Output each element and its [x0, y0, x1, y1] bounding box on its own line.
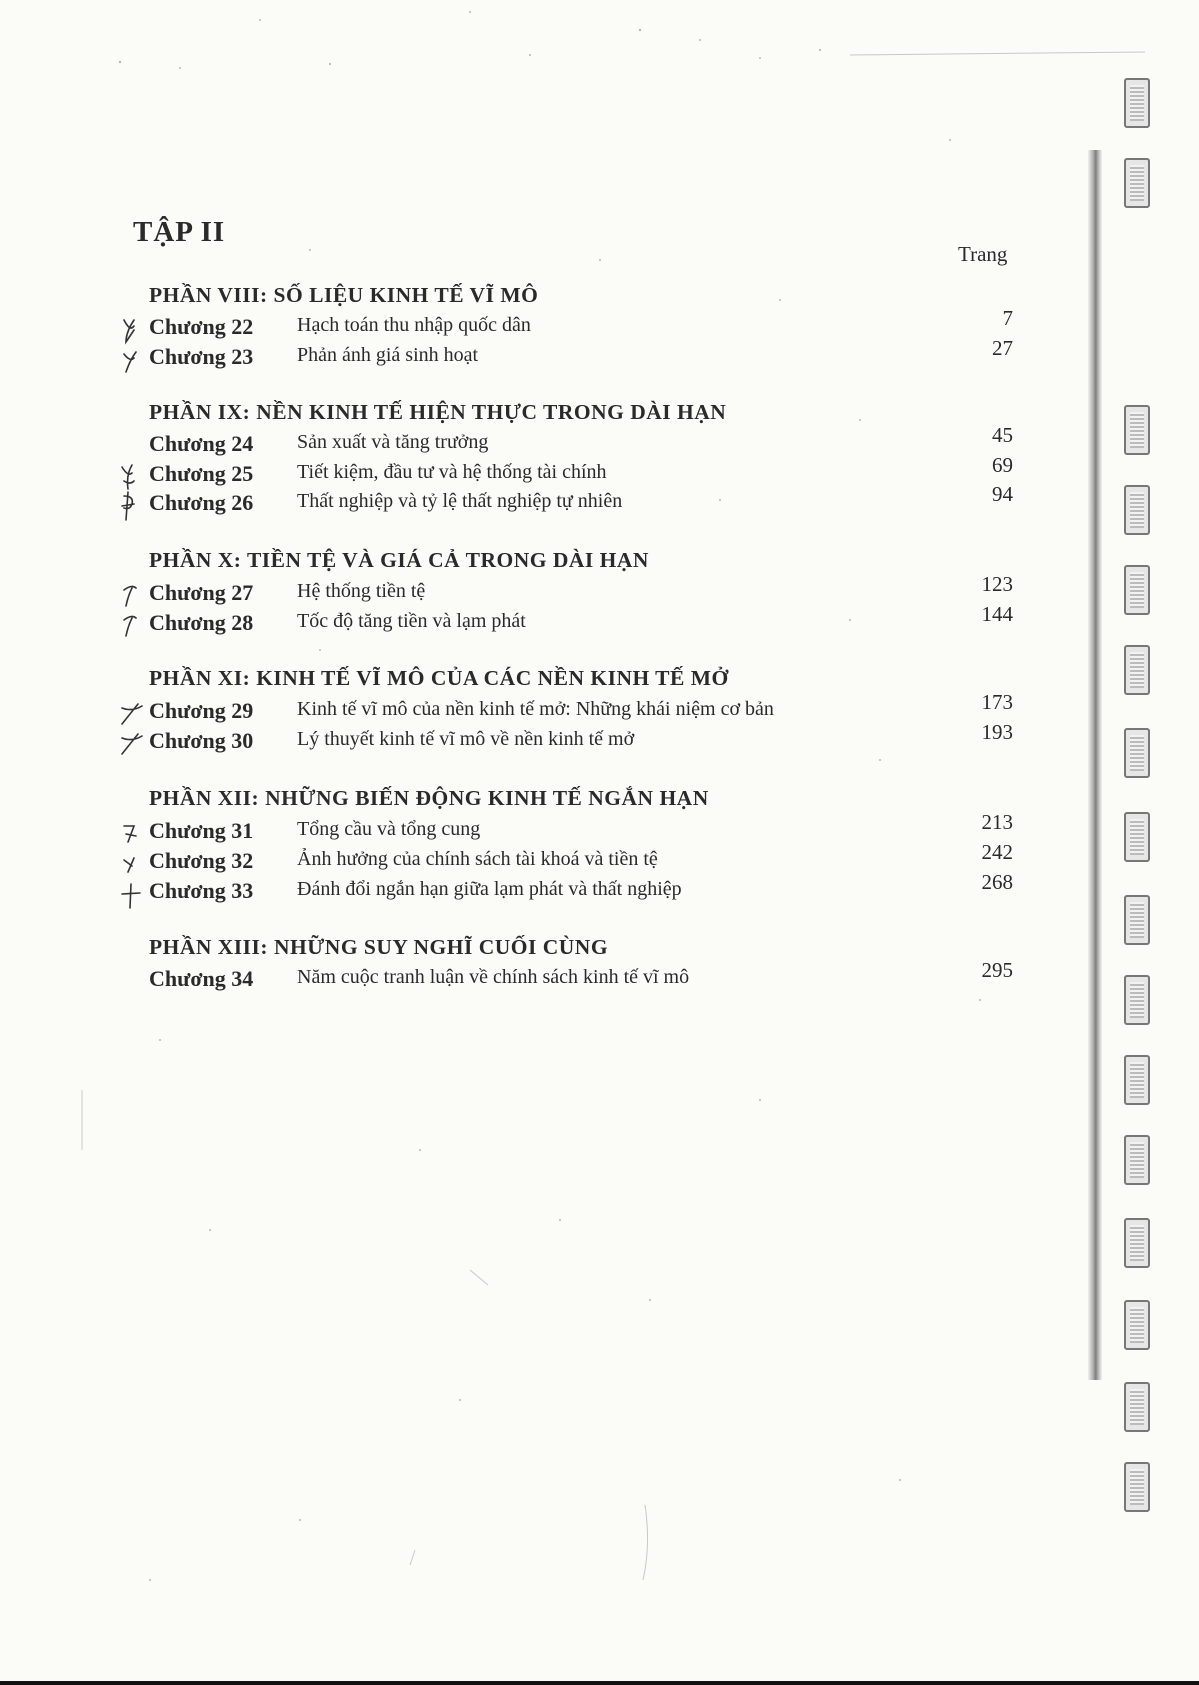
- handwritten-mark: [118, 580, 148, 612]
- chapter-label: Chương 32: [149, 848, 254, 873]
- toc-entry[interactable]: [0, 336, 1199, 374]
- chapter-label: Chương 34: [149, 966, 254, 991]
- chapter-label: Chương 23: [149, 344, 254, 369]
- chapter-label: Chương 29: [149, 698, 254, 723]
- binding-ring: [1124, 1135, 1150, 1185]
- chapter-title: Sản xuất và tăng trưởng: [297, 431, 489, 453]
- binding-ring: [1124, 1300, 1150, 1350]
- handwritten-mark: [118, 728, 148, 760]
- chapter-page: 94: [992, 482, 1013, 506]
- scan-edge: [0, 1681, 1199, 1685]
- volume-title: TẬP II: [133, 216, 226, 248]
- chapter-title: Thất nghiệp và tỷ lệ thất nghiệp tự nhiên: [297, 490, 623, 512]
- chapter-page: 242: [981, 840, 1013, 864]
- chapter-label: Chương 33: [149, 878, 254, 903]
- chapter-title: Ảnh hưởng của chính sách tài khoá và tiền tệ: [297, 848, 658, 870]
- toc-entry[interactable]: [0, 306, 1199, 344]
- handwritten-mark: [118, 490, 148, 522]
- toc-entry[interactable]: [0, 690, 1199, 728]
- chapter-title: Năm cuộc tranh luận về chính sách kinh tế vĩ mô: [297, 966, 690, 988]
- part-title: PHẦN XIII: NHỮNG SUY NGHĨ CUỐI CÙNG: [149, 935, 609, 959]
- handwritten-mark: [118, 818, 148, 850]
- toc-entry[interactable]: [0, 423, 1199, 461]
- chapter-page: 69: [992, 453, 1013, 477]
- chapter-page: 295: [981, 958, 1013, 982]
- handwritten-mark: [118, 344, 148, 376]
- chapter-title: Tốc độ tăng tiền và lạm phát: [297, 610, 526, 632]
- binding-ring: [1124, 645, 1150, 695]
- toc-entry[interactable]: [0, 602, 1199, 640]
- binding-ring: [1124, 1055, 1150, 1105]
- part-title: PHẦN X: TIỀN TỆ VÀ GIÁ CẢ TRONG DÀI HẠN: [149, 548, 649, 572]
- handwritten-mark: [118, 848, 148, 880]
- chapter-label: Chương 31: [149, 818, 254, 843]
- chapter-page: 268: [981, 870, 1013, 894]
- handwritten-mark: [118, 878, 148, 910]
- part-title: PHẦN VIII: SỐ LIỆU KINH TẾ VĨ MÔ: [149, 283, 539, 307]
- chapter-label: Chương 22: [149, 314, 254, 339]
- chapter-title: Hệ thống tiền tệ: [297, 580, 426, 602]
- handwritten-mark: [118, 610, 148, 642]
- chapter-label: Chương 27: [149, 580, 254, 605]
- chapter-label: Chương 30: [149, 728, 254, 753]
- toc-entry[interactable]: [0, 453, 1199, 491]
- chapter-title: Tổng cầu và tổng cung: [297, 818, 481, 840]
- chapter-label: Chương 26: [149, 490, 254, 515]
- part-title: PHẦN IX: NỀN KINH TẾ HIỆN THỰC TRONG DÀI HẠN: [149, 400, 727, 424]
- part-title: PHẦN XI: KINH TẾ VĨ MÔ CỦA CÁC NỀN KINH TẾ MỞ: [149, 666, 729, 690]
- part-title: PHẦN XII: NHỮNG BIẾN ĐỘNG KINH TẾ NGẮN HẠN: [149, 786, 709, 810]
- chapter-page: 193: [981, 720, 1013, 744]
- chapter-page: 27: [992, 336, 1013, 360]
- handwritten-mark: [118, 461, 148, 493]
- chapter-page: 144: [981, 602, 1013, 626]
- chapter-title: Hạch toán thu nhập quốc dân: [297, 314, 531, 336]
- chapter-page: 7: [1002, 306, 1013, 330]
- handwritten-mark: [118, 698, 148, 730]
- chapter-label: Chương 25: [149, 461, 254, 486]
- binding-ring: [1124, 158, 1150, 208]
- toc-entry[interactable]: [0, 482, 1199, 520]
- toc-entry[interactable]: [0, 840, 1199, 878]
- handwritten-mark: [118, 314, 148, 346]
- chapter-page: 123: [981, 572, 1013, 596]
- binding-ring: [1124, 78, 1150, 128]
- binding-ring: [1124, 1382, 1150, 1432]
- chapter-label: Chương 28: [149, 610, 254, 635]
- binding-ring: [1124, 1218, 1150, 1268]
- toc-entry[interactable]: [0, 870, 1199, 908]
- chapter-page: 45: [992, 423, 1013, 447]
- chapter-title: Kinh tế vĩ mô của nền kinh tế mở: Những khái niệm cơ bản: [297, 698, 774, 720]
- binding-ring: [1124, 1462, 1150, 1512]
- page-column-header: Trang: [958, 242, 1008, 266]
- chapter-label: Chương 24: [149, 431, 254, 456]
- toc-entry[interactable]: [0, 958, 1199, 996]
- toc-entry[interactable]: [0, 720, 1199, 758]
- chapter-page: 213: [981, 810, 1013, 834]
- chapter-title: Đánh đổi ngắn hạn giữa lạm phát và thất nghiệp: [297, 878, 682, 900]
- chapter-page: 173: [981, 690, 1013, 714]
- chapter-title: Phản ánh giá sinh hoạt: [297, 344, 479, 366]
- toc-entry[interactable]: [0, 810, 1199, 848]
- toc-entry[interactable]: [0, 572, 1199, 610]
- chapter-title: Lý thuyết kinh tế vĩ mô về nền kinh tế mở: [297, 728, 635, 750]
- chapter-title: Tiết kiệm, đầu tư và hệ thống tài chính: [297, 461, 607, 483]
